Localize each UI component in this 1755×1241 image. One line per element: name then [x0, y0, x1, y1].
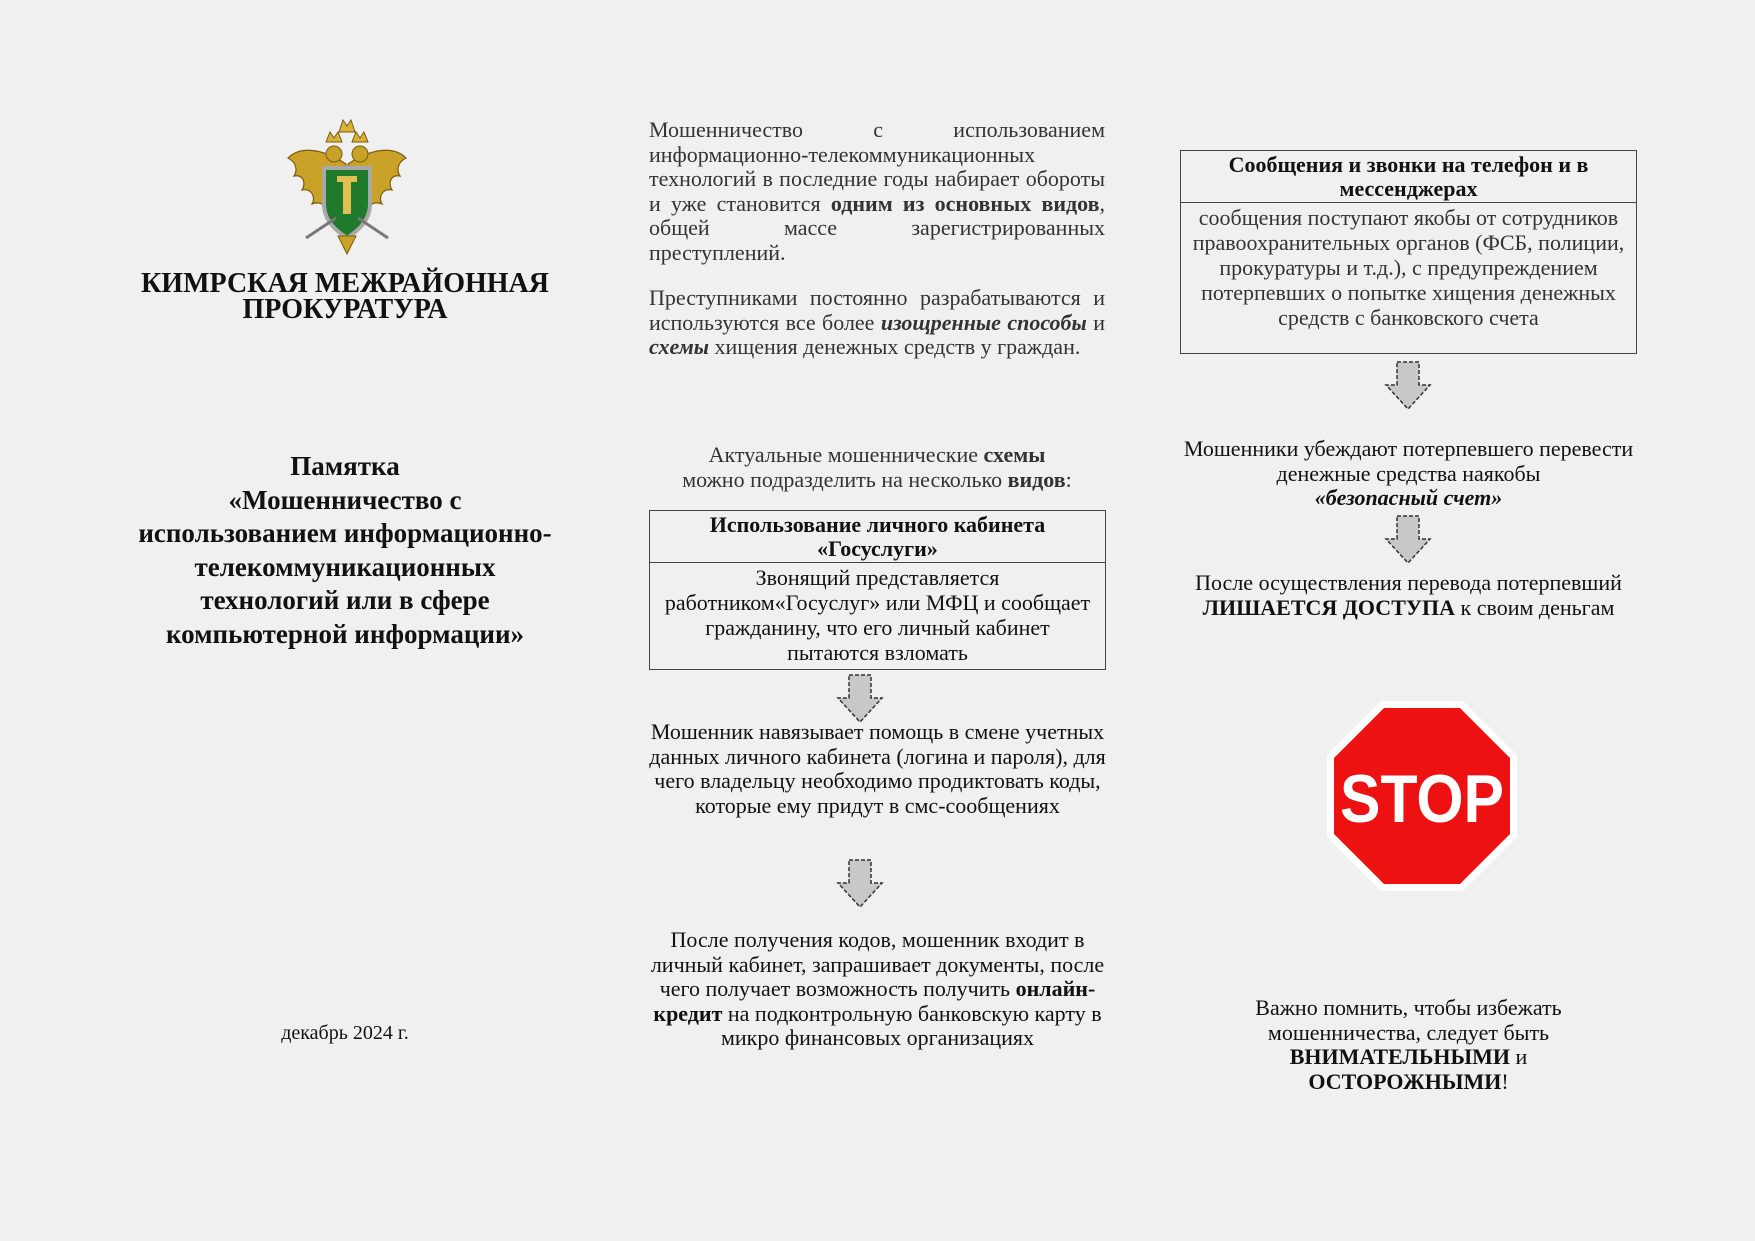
memo-subtitle-line: компьютерной информации»	[165, 618, 525, 649]
intro1-bold: одним из основных видов	[830, 190, 1100, 216]
gosuslugi-step-3	[645, 928, 1110, 1051]
down-arrow-icon	[1384, 361, 1432, 411]
intro2-text: Преступниками постоянно разрабатываются и используются все более	[649, 285, 1105, 335]
memo-subtitle-line: технологий или в сфере	[200, 585, 490, 615]
org-title-line2: ПРОКУРАТУРА	[242, 294, 448, 325]
types-bold: видов	[1007, 466, 1066, 492]
messages-step-3	[1176, 571, 1641, 620]
schemes-bold: схемы	[983, 442, 1046, 467]
safe-account-bold-italic: «безопасный счет»	[1314, 485, 1503, 511]
org-title	[120, 268, 570, 325]
memo-date: декабрь 2024 г.	[281, 1022, 409, 1044]
intro-paragraph-2	[649, 286, 1105, 360]
stop-sign-text: STOP	[1340, 761, 1504, 837]
messages-box-body: сообщения поступают якобы от сотрудников правоохранительных органов (ФСБ, полиции, прокуратуры и т.д.), с предупреждением потерпевших о попытке хищения денежных средств с банковского счета	[1192, 205, 1625, 330]
step3-text: После осуществления перевода потерпевший	[1195, 570, 1622, 595]
intro-paragraph-1	[649, 118, 1105, 266]
messages-step-2-text: Мошенники убеждают потерпевшего перевести денежные средства наякобы	[1183, 436, 1634, 486]
remember-exclamation: !	[1501, 1068, 1509, 1094]
step3-text-end: на подконтрольную банковскую карту в микро финансовых организациях	[720, 1000, 1102, 1051]
memo-subtitle-line: использованием информационно-	[138, 518, 552, 548]
intro2-bold-italic-1: изощренные способы	[880, 309, 1087, 335]
messages-step-2	[1180, 437, 1637, 511]
intro1-text: Мошенничество с использованием информационно-телекоммуникационных технологий в последние годы набирает обороты и уже становится	[649, 117, 1105, 216]
remember-text: Важно помнить, чтобы избежать мошенничества, следует быть	[1255, 995, 1562, 1045]
remember-and: и	[1509, 1044, 1528, 1070]
loses-access-bold: ЛИШАЕТСЯ ДОСТУПА	[1202, 594, 1456, 620]
down-arrow-icon	[1384, 515, 1432, 565]
schemes-text: Актуальные мошеннические	[708, 442, 984, 467]
careful-bold: ОСТОРОЖНЫМИ	[1308, 1068, 1502, 1094]
schemes-intro	[640, 443, 1114, 492]
memo-subtitle-line: «Мошенничество с	[228, 484, 462, 515]
gosuslugi-box-body: Звонящий представляется работником«Госуслуг» или МФЦ и сообщает гражданину, что его личный кабинет пытаются взломать	[664, 565, 1091, 665]
memo-subtitle-line: телекоммуникационных	[194, 551, 496, 582]
messages-box-title: Сообщения и звонки на телефон и в мессенджерах	[1181, 151, 1636, 203]
intro2-bold-italic-2: схемы	[649, 334, 710, 360]
step3-text-end: к своим деньгам	[1455, 594, 1615, 620]
step3-text: После получения кодов, мошенник входит в личный кабинет, запрашивает документы, после чего получает возможность получить	[650, 927, 1105, 1002]
memo-heading	[100, 450, 590, 651]
down-arrow-icon	[836, 674, 884, 724]
intro1-text-end: , общей массе зарегистрированных преступлений.	[649, 190, 1105, 265]
intro2-text-mid: и	[1086, 309, 1105, 335]
gosuslugi-box-title: Использование личного кабинета «Госуслуги»	[650, 511, 1105, 563]
attentive-bold: ВНИМАТЕЛЬНЫМИ	[1289, 1044, 1510, 1070]
schemes-colon: :	[1065, 466, 1072, 492]
memo-title: Памятка	[290, 451, 400, 481]
messages-box	[1180, 150, 1637, 354]
emblem-icon	[282, 118, 412, 258]
remember-note	[1180, 996, 1637, 1094]
schemes-text-2: можно подразделить на несколько	[682, 466, 1008, 492]
intro2-text-end: хищения денежных средств у граждан.	[709, 334, 1081, 360]
org-title-line1: КИМРСКАЯ МЕЖРАЙОННАЯ	[140, 268, 549, 299]
online-credit-bold: онлайн-кредит	[653, 976, 1096, 1026]
gosuslugi-box	[649, 510, 1106, 670]
gosuslugi-step-2: Мошенник навязывает помощь в смене учетных данных личного кабинета (логина и пароля), для чего владельцу необходимо продиктовать коды, которые ему придут в смс-сообщениях	[649, 719, 1106, 818]
down-arrow-icon	[836, 859, 884, 909]
stop-sign-icon	[1324, 698, 1520, 894]
